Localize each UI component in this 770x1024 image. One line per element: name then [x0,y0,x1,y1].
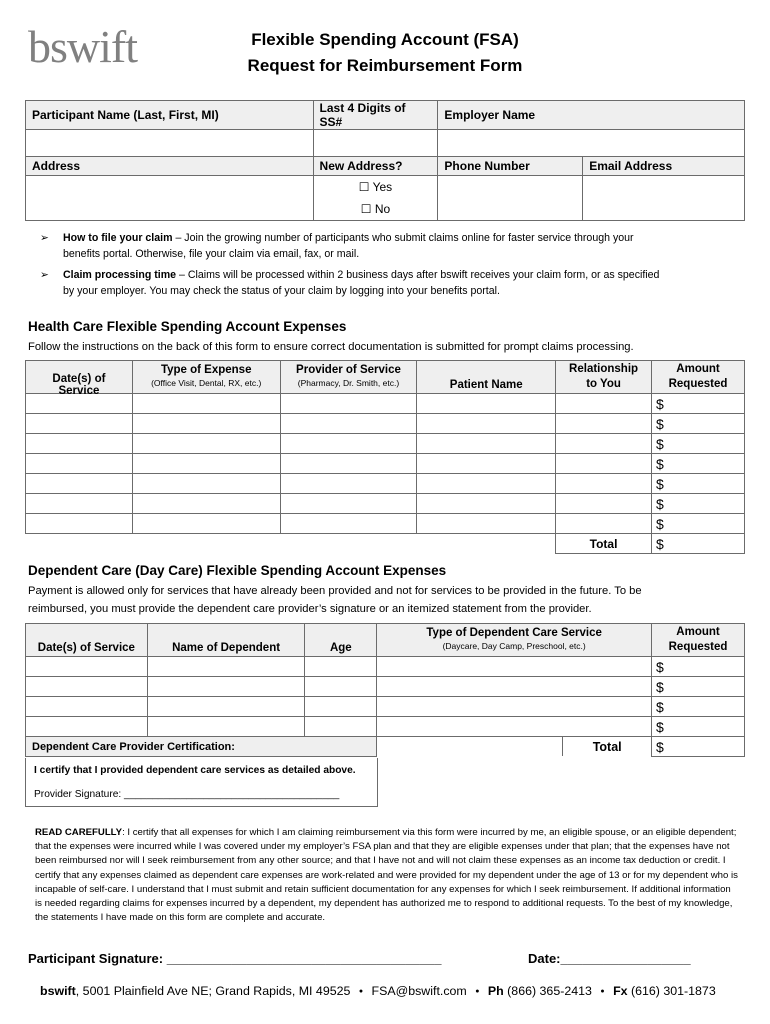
table-row [26,414,745,434]
employer-name-field[interactable] [438,130,745,157]
dates-cell[interactable] [26,677,148,697]
dependent-cell[interactable] [147,717,305,737]
health-type-header [132,361,280,394]
health-type-sublabel: (Office Visit, Dental, RX, etc.) [151,378,262,388]
dates-cell[interactable] [26,657,148,677]
dates-cell[interactable] [26,494,133,514]
footer-phone: (866) 365-2413 [503,984,592,998]
table-row [26,434,745,454]
bswift-logo: bswift [28,21,137,72]
dates-cell[interactable] [26,474,133,494]
how-to-file-bullet [63,231,673,262]
table-row [26,677,745,697]
dep-total-label: Total [562,737,651,756]
dep-total-row [26,737,745,757]
dep-age-header: Age [305,624,377,657]
age-cell[interactable] [305,717,377,737]
participant-info-table [25,100,745,221]
relationship-cell[interactable] [556,454,652,474]
dates-cell[interactable] [26,434,133,454]
footer-fax: (616) 301-1873 [627,984,716,998]
type-cell[interactable] [132,414,280,434]
footer-address: , 5001 Plainfield Ave NE; Grand Rapids, MI 49525 [75,984,351,998]
dependent-cell[interactable] [147,697,305,717]
bullet-dot-icon: ● [600,988,605,996]
patient-cell[interactable] [417,394,556,414]
dependent-cell[interactable] [147,677,305,697]
date-line[interactable]: Date:__________________ [528,951,691,966]
provider-signature-line[interactable]: Provider Signature: ______________________________________ [34,789,340,800]
new-address-header: New Address? [313,157,438,176]
form-title-line2: Request for Reimbursement Form [247,56,523,75]
health-type-label: Type of Expense [160,364,252,376]
amount-cell[interactable]: $ [652,514,745,534]
health-amount-header: Amount Requested [652,361,745,394]
amount-cell[interactable]: $ [652,697,745,717]
provider-certification-statement: I certify that I provided dependent care services as detailed above. [34,765,356,776]
provider-cell[interactable] [280,474,417,494]
relationship-cell[interactable] [556,394,652,414]
health-total-label: Total [556,534,652,554]
provider-cell[interactable] [280,494,417,514]
relationship-cell[interactable] [556,414,652,434]
footer-fax-label: Fx [613,984,628,998]
care-type-cell[interactable] [377,677,652,697]
dependent-care-text-line2: reimbursed, you must provide the dependent care provider’s signature or an itemized statement from the provider. [28,603,592,615]
provider-cell[interactable] [280,514,417,534]
read-carefully-statement [35,826,740,925]
relationship-cell[interactable] [556,494,652,514]
email-address-header: Email Address [583,157,745,176]
dates-cell[interactable] [26,514,133,534]
processing-time-bullet [63,268,673,299]
type-cell[interactable] [132,474,280,494]
health-total-amount[interactable]: $ [652,534,745,554]
footer-company: bswift [40,984,76,998]
type-cell[interactable] [132,514,280,534]
form-title-line1: Flexible Spending Account (FSA) [251,30,519,49]
relationship-cell[interactable] [556,434,652,454]
dep-type-header [377,624,652,657]
type-cell[interactable] [132,434,280,454]
processing-time-heading: Claim processing time [63,269,177,281]
patient-cell[interactable] [417,514,556,534]
provider-cell[interactable] [280,434,417,454]
footer-contact [40,984,716,998]
participant-signature-line[interactable]: Participant Signature: ______________________________________ [28,951,442,966]
how-to-file-heading: How to file your claim [63,232,173,244]
type-cell[interactable] [132,454,280,474]
total-spacer [26,534,556,554]
health-care-section-title: Health Care Flexible Spending Account Expenses [28,319,347,334]
amount-cell[interactable]: $ [652,657,745,677]
footer-email[interactable]: FSA@bswift.com [371,984,467,998]
type-cell[interactable] [132,494,280,514]
amount-cell[interactable]: $ [652,414,745,434]
health-care-expenses-table [25,360,745,554]
read-carefully-label: READ CAREFULLY [35,827,123,838]
phone-number-header: Phone Number [438,157,583,176]
no-checkbox[interactable]: ☐ No [360,202,391,216]
provider-cell[interactable] [280,454,417,474]
dep-dates-header: Date(s) of Service [26,624,148,657]
table-row [26,697,745,717]
type-cell[interactable] [132,394,280,414]
patient-cell[interactable] [417,454,556,474]
dep-name-header: Name of Dependent [147,624,305,657]
bullet-dot-icon: ● [475,988,480,996]
health-provider-header [280,361,417,394]
amount-cell[interactable]: $ [652,474,745,494]
dates-cell[interactable] [26,717,148,737]
participant-name-field[interactable] [26,130,314,157]
health-care-instructions: Follow the instructions on the back of this form to ensure correct documentation is submitted for prompt claims processing. [28,341,634,353]
dates-cell[interactable] [26,414,133,434]
last4-ssn-field[interactable] [313,130,438,157]
health-patient-header: Patient Name [417,361,556,394]
new-address-options [313,176,438,221]
table-row [26,454,745,474]
how-to-file-text: – Join the growing number of participants who submit claims online for faster service through your benefits portal. Otherwise, file your claim via email, fax, or mail. [63,232,634,260]
dependent-cell[interactable] [147,657,305,677]
dep-type-label: Type of Dependent Care Service [426,627,602,639]
amount-cell[interactable]: $ [652,434,745,454]
dependent-care-text-line1: Payment is allowed only for services that have already been provided and not for services to be provided in the future. To be [28,585,642,597]
amount-cell[interactable]: $ [652,454,745,474]
arrow-bullet-icon: ➢ [40,269,49,281]
age-cell[interactable] [305,657,377,677]
dep-total-amount[interactable]: $ [652,737,745,757]
provider-cell[interactable] [280,394,417,414]
dep-amount-header: Amount Requested [652,624,745,657]
footer-phone-label: Ph [487,984,504,998]
table-row [26,474,745,494]
table-row [26,657,745,677]
email-address-field[interactable] [583,176,745,221]
patient-cell[interactable] [417,494,556,514]
participant-name-header: Participant Name (Last, First, MI) [26,101,314,130]
last4-ssn-header: Last 4 Digits of SS# [313,101,438,130]
yes-checkbox[interactable]: ☐ Yes [358,180,393,194]
amount-cell[interactable]: $ [652,677,745,697]
care-type-cell[interactable] [377,717,652,737]
age-cell[interactable] [305,697,377,717]
dependent-care-expenses-table [25,623,745,757]
age-cell[interactable] [305,677,377,697]
dep-type-sublabel: (Daycare, Day Camp, Preschool, etc.) [442,641,586,651]
health-total-row [26,534,745,554]
bullet-dot-icon: ● [358,988,364,996]
relationship-cell[interactable] [556,474,652,494]
provider-certification-header: Dependent Care Provider Certification: [26,737,377,757]
dates-cell[interactable] [26,697,148,717]
provider-certification-box [25,758,378,807]
patient-cell[interactable] [417,434,556,454]
health-dates-header: Date(s) of Service [26,361,133,394]
health-provider-label: Provider of Service [296,364,401,376]
table-row [26,494,745,514]
table-row [26,394,745,414]
care-type-cell[interactable] [377,657,652,677]
table-row [26,717,745,737]
dates-cell[interactable] [26,454,133,474]
processing-time-text: – Claims will be processed within 2 business days after bswift receives your claim form, or as specified by your employer. You may check the status of your claim by logging into your benefits portal. [63,269,660,297]
amount-cell[interactable]: $ [652,717,745,737]
read-carefully-text: : I certify that all expenses for which I am claiming reimbursement via this form were incurred by me, an eligible spouse, or an eligible dependent; that the expenses were incurred while I was covered under my employer’s FSA plan and that they are eligible expenses under that plan; that the expenses have not been reimbursed nor will I seek reimbursement from any other source; and that I have not and will not claim these expenses as an income tax deduction or credit. I certify that any expenses claimed as dependent care expenses are work-related and were provided for my dependent under the age of 13 or for my dependent who is incapable of self-care. I understand that I must submit and retain sufficient documentation for any expenses for which I seek reimbursement. If additional information is needed regarding claims for expenses incurred by a dependent, my dependent has authorized me to respond to additional requests. To the best of my knowledge, the statements I have made on this form are complete and accurate. [35,827,738,924]
phone-number-field[interactable] [438,176,583,221]
amount-cell[interactable]: $ [652,494,745,514]
amount-cell[interactable]: $ [652,394,745,414]
arrow-bullet-icon: ➢ [40,232,49,244]
health-provider-sublabel: (Pharmacy, Dr. Smith, etc.) [297,378,400,388]
patient-cell[interactable] [417,474,556,494]
dep-total-cell [377,737,652,757]
provider-cell[interactable] [280,414,417,434]
address-field[interactable] [26,176,314,221]
employer-name-header: Employer Name [438,101,745,130]
relationship-cell[interactable] [556,514,652,534]
care-type-cell[interactable] [377,697,652,717]
patient-cell[interactable] [417,414,556,434]
health-relationship-header: Relationship to You [556,361,652,394]
address-header: Address [26,157,314,176]
table-row [26,514,745,534]
dependent-care-section-title: Dependent Care (Day Care) Flexible Spending Account Expenses [28,563,447,578]
